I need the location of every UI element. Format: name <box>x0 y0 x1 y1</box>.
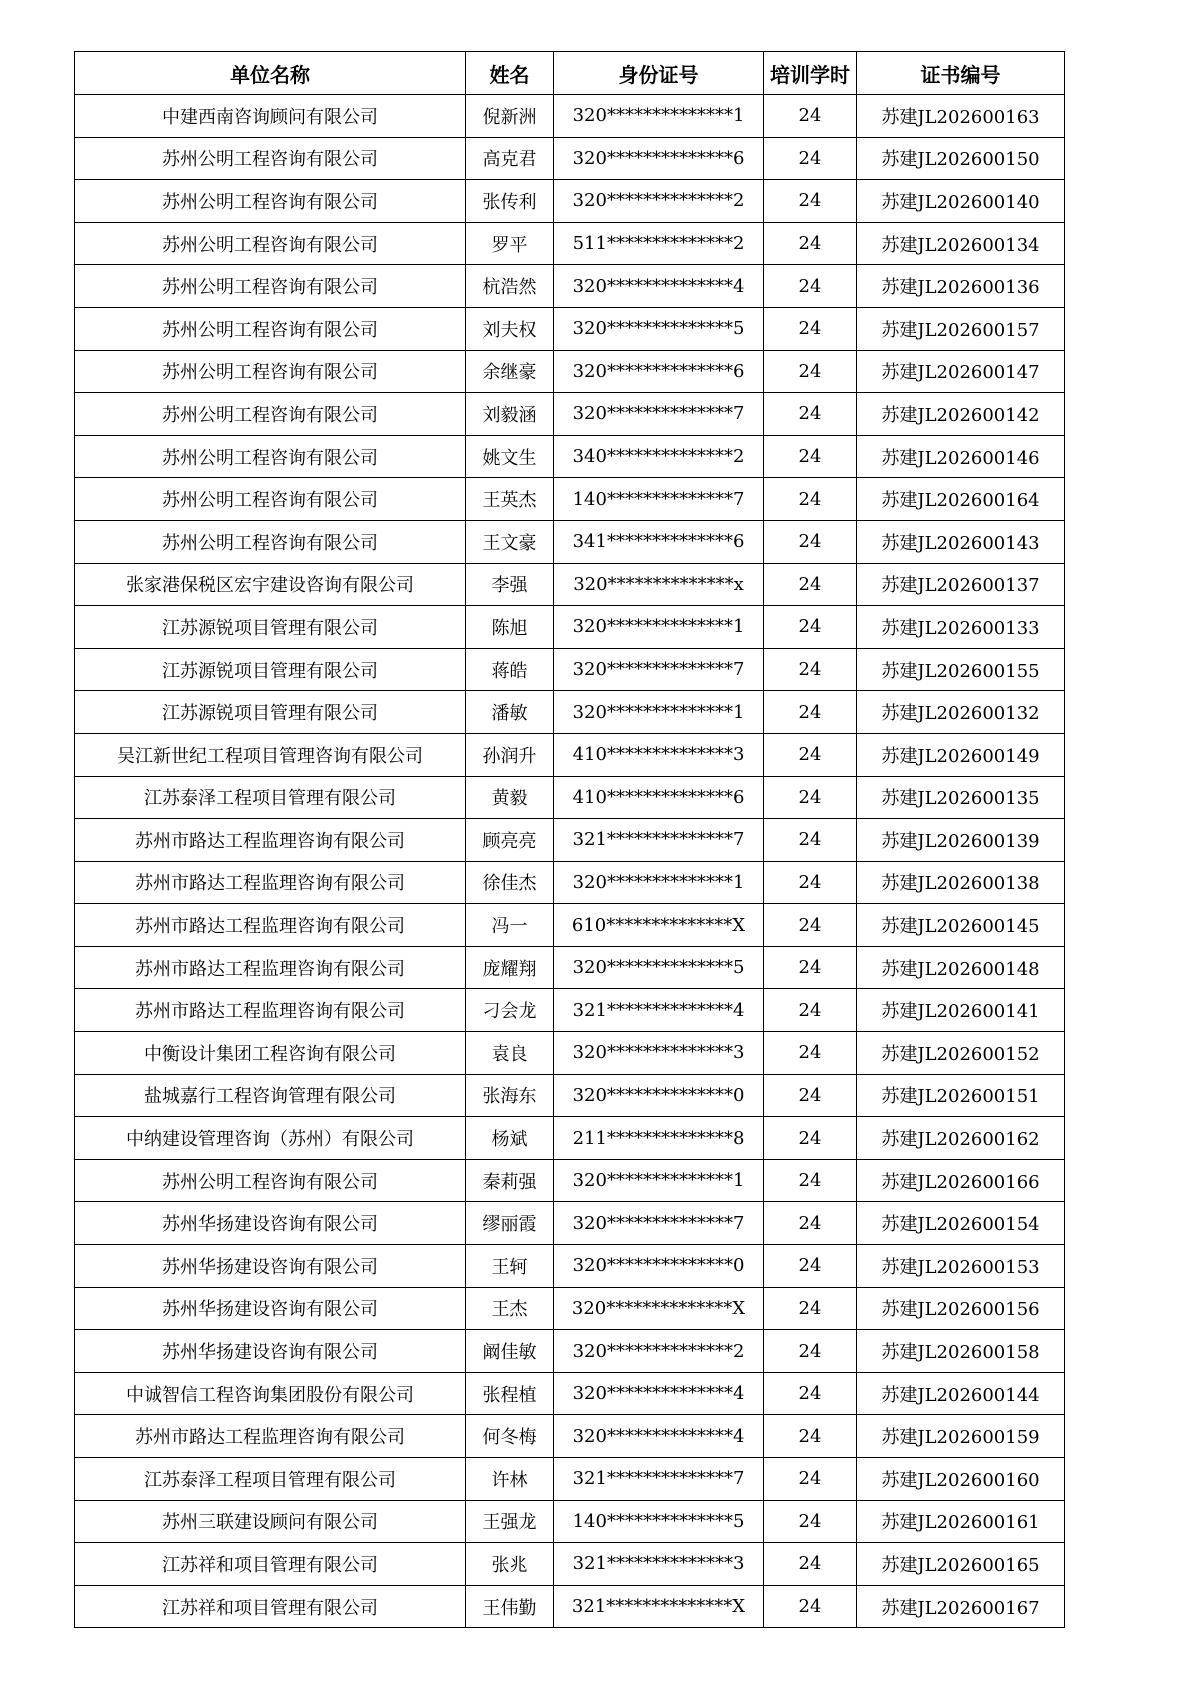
header-hours: 培训学时 <box>764 52 857 95</box>
id-number-cell: 320**************4 <box>554 265 764 308</box>
certificate-number-cell: 苏建JL202600137 <box>857 563 1065 606</box>
hours-cell: 24 <box>764 1330 857 1373</box>
name-cell: 许林 <box>466 1458 554 1501</box>
unit-cell: 苏州市路达工程监理咨询有限公司 <box>75 904 466 947</box>
table-row <box>75 1032 1065 1075</box>
name-cell: 袁良 <box>466 1032 554 1075</box>
hours-cell: 24 <box>764 691 857 734</box>
certificate-number-cell: 苏建JL202600143 <box>857 520 1065 563</box>
id-number-cell: 410**************6 <box>554 776 764 819</box>
hours-cell: 24 <box>764 478 857 521</box>
name-cell: 孙润升 <box>466 733 554 776</box>
table-row <box>75 1500 1065 1543</box>
unit-cell: 吴江新世纪工程项目管理咨询有限公司 <box>75 733 466 776</box>
table-row <box>75 1202 1065 1245</box>
unit-cell: 苏州市路达工程监理咨询有限公司 <box>75 861 466 904</box>
id-number-cell: 340**************2 <box>554 435 764 478</box>
id-number-cell: 321**************3 <box>554 1543 764 1586</box>
name-cell: 王轲 <box>466 1245 554 1288</box>
unit-cell: 苏州公明工程咨询有限公司 <box>75 520 466 563</box>
name-cell: 张兆 <box>466 1543 554 1586</box>
header-cert: 证书编号 <box>857 52 1065 95</box>
id-number-cell: 321**************7 <box>554 819 764 862</box>
hours-cell: 24 <box>764 1202 857 1245</box>
table-row <box>75 307 1065 350</box>
id-number-cell: 320**************1 <box>554 861 764 904</box>
id-number-cell: 320**************X <box>554 1287 764 1330</box>
unit-cell: 中建西南咨询顾问有限公司 <box>75 95 466 138</box>
unit-cell: 苏州华扬建设咨询有限公司 <box>75 1330 466 1373</box>
id-number-cell: 140**************7 <box>554 478 764 521</box>
unit-cell: 苏州华扬建设咨询有限公司 <box>75 1287 466 1330</box>
certificate-number-cell: 苏建JL202600146 <box>857 435 1065 478</box>
certificate-number-cell: 苏建JL202600155 <box>857 648 1065 691</box>
table-row <box>75 946 1065 989</box>
table-row <box>75 1117 1065 1160</box>
unit-cell: 江苏祥和项目管理有限公司 <box>75 1543 466 1586</box>
id-number-cell: 511**************2 <box>554 222 764 265</box>
id-number-cell: 320**************2 <box>554 180 764 223</box>
id-number-cell: 410**************3 <box>554 733 764 776</box>
unit-cell: 中衡设计集团工程咨询有限公司 <box>75 1032 466 1075</box>
id-number-cell: 320**************5 <box>554 946 764 989</box>
unit-cell: 江苏源锐项目管理有限公司 <box>75 691 466 734</box>
name-cell: 杨斌 <box>466 1117 554 1160</box>
table-row <box>75 1287 1065 1330</box>
id-number-cell: 211**************8 <box>554 1117 764 1160</box>
table-row <box>75 563 1065 606</box>
hours-cell: 24 <box>764 946 857 989</box>
header-name: 姓名 <box>466 52 554 95</box>
certificate-number-cell: 苏建JL202600140 <box>857 180 1065 223</box>
id-number-cell: 320**************3 <box>554 1032 764 1075</box>
table-row <box>75 520 1065 563</box>
table-row <box>75 691 1065 734</box>
table-row <box>75 265 1065 308</box>
unit-cell: 中纳建设管理咨询（苏州）有限公司 <box>75 1117 466 1160</box>
unit-cell: 江苏祥和项目管理有限公司 <box>75 1585 466 1628</box>
hours-cell: 24 <box>764 861 857 904</box>
certificate-number-cell: 苏建JL202600144 <box>857 1372 1065 1415</box>
id-number-cell: 341**************6 <box>554 520 764 563</box>
table-row <box>75 435 1065 478</box>
table-row <box>75 95 1065 138</box>
unit-cell: 苏州公明工程咨询有限公司 <box>75 1159 466 1202</box>
hours-cell: 24 <box>764 137 857 180</box>
name-cell: 倪新洲 <box>466 95 554 138</box>
name-cell: 王强龙 <box>466 1500 554 1543</box>
certificate-number-cell: 苏建JL202600162 <box>857 1117 1065 1160</box>
certificate-number-cell: 苏建JL202600136 <box>857 265 1065 308</box>
hours-cell: 24 <box>764 1372 857 1415</box>
name-cell: 黄毅 <box>466 776 554 819</box>
name-cell: 余继豪 <box>466 350 554 393</box>
table-row <box>75 1245 1065 1288</box>
id-number-cell: 320**************1 <box>554 606 764 649</box>
certificate-number-cell: 苏建JL202600164 <box>857 478 1065 521</box>
unit-cell: 盐城嘉行工程咨询管理有限公司 <box>75 1074 466 1117</box>
name-cell: 冯一 <box>466 904 554 947</box>
hours-cell: 24 <box>764 563 857 606</box>
unit-cell: 苏州公明工程咨询有限公司 <box>75 350 466 393</box>
name-cell: 杭浩然 <box>466 265 554 308</box>
id-number-cell: 321**************4 <box>554 989 764 1032</box>
hours-cell: 24 <box>764 307 857 350</box>
hours-cell: 24 <box>764 989 857 1032</box>
table-row <box>75 1415 1065 1458</box>
unit-cell: 苏州华扬建设咨询有限公司 <box>75 1245 466 1288</box>
unit-cell: 江苏源锐项目管理有限公司 <box>75 648 466 691</box>
table-header-row <box>75 52 1065 95</box>
unit-cell: 苏州市路达工程监理咨询有限公司 <box>75 1415 466 1458</box>
unit-cell: 苏州公明工程咨询有限公司 <box>75 137 466 180</box>
unit-cell: 苏州公明工程咨询有限公司 <box>75 393 466 436</box>
table-row <box>75 861 1065 904</box>
name-cell: 阚佳敏 <box>466 1330 554 1373</box>
name-cell: 张海东 <box>466 1074 554 1117</box>
id-number-cell: 320**************0 <box>554 1074 764 1117</box>
id-number-cell: 320**************6 <box>554 137 764 180</box>
certificate-number-cell: 苏建JL202600159 <box>857 1415 1065 1458</box>
hours-cell: 24 <box>764 819 857 862</box>
hours-cell: 24 <box>764 393 857 436</box>
name-cell: 蒋皓 <box>466 648 554 691</box>
hours-cell: 24 <box>764 606 857 649</box>
table-row <box>75 733 1065 776</box>
table-row <box>75 1074 1065 1117</box>
name-cell: 缪丽霞 <box>466 1202 554 1245</box>
certificate-number-cell: 苏建JL202600153 <box>857 1245 1065 1288</box>
hours-cell: 24 <box>764 222 857 265</box>
id-number-cell: 320**************5 <box>554 307 764 350</box>
certificate-number-cell: 苏建JL202600147 <box>857 350 1065 393</box>
unit-cell: 苏州公明工程咨询有限公司 <box>75 478 466 521</box>
name-cell: 顾亮亮 <box>466 819 554 862</box>
table-row <box>75 648 1065 691</box>
hours-cell: 24 <box>764 1500 857 1543</box>
id-number-cell: 140**************5 <box>554 1500 764 1543</box>
hours-cell: 24 <box>764 265 857 308</box>
certificate-number-cell: 苏建JL202600166 <box>857 1159 1065 1202</box>
name-cell: 罗平 <box>466 222 554 265</box>
name-cell: 潘敏 <box>466 691 554 734</box>
hours-cell: 24 <box>764 1415 857 1458</box>
hours-cell: 24 <box>764 904 857 947</box>
certificate-number-cell: 苏建JL202600141 <box>857 989 1065 1032</box>
certificate-number-cell: 苏建JL202600154 <box>857 1202 1065 1245</box>
unit-cell: 苏州公明工程咨询有限公司 <box>75 435 466 478</box>
certificate-number-cell: 苏建JL202600152 <box>857 1032 1065 1075</box>
table-row <box>75 1543 1065 1586</box>
id-number-cell: 320**************6 <box>554 350 764 393</box>
name-cell: 高克君 <box>466 137 554 180</box>
id-number-cell: 320**************4 <box>554 1372 764 1415</box>
hours-cell: 24 <box>764 1074 857 1117</box>
unit-cell: 苏州公明工程咨询有限公司 <box>75 265 466 308</box>
hours-cell: 24 <box>764 648 857 691</box>
hours-cell: 24 <box>764 350 857 393</box>
certificate-number-cell: 苏建JL202600163 <box>857 95 1065 138</box>
name-cell: 陈旭 <box>466 606 554 649</box>
unit-cell: 苏州市路达工程监理咨询有限公司 <box>75 819 466 862</box>
table-row <box>75 1330 1065 1373</box>
hours-cell: 24 <box>764 1032 857 1075</box>
certificate-number-cell: 苏建JL202600167 <box>857 1585 1065 1628</box>
hours-cell: 24 <box>764 1117 857 1160</box>
table-row <box>75 776 1065 819</box>
name-cell: 王文豪 <box>466 520 554 563</box>
hours-cell: 24 <box>764 1245 857 1288</box>
name-cell: 刘夫权 <box>466 307 554 350</box>
table-row <box>75 1372 1065 1415</box>
name-cell: 庞耀翔 <box>466 946 554 989</box>
id-number-cell: 320**************7 <box>554 393 764 436</box>
table-row <box>75 1159 1065 1202</box>
hours-cell: 24 <box>764 1585 857 1628</box>
hours-cell: 24 <box>764 95 857 138</box>
certificate-number-cell: 苏建JL202600139 <box>857 819 1065 862</box>
name-cell: 刁会龙 <box>466 989 554 1032</box>
certificate-number-cell: 苏建JL202600132 <box>857 691 1065 734</box>
certificate-number-cell: 苏建JL202600151 <box>857 1074 1065 1117</box>
certificate-number-cell: 苏建JL202600145 <box>857 904 1065 947</box>
certificate-number-cell: 苏建JL202600138 <box>857 861 1065 904</box>
unit-cell: 苏州公明工程咨询有限公司 <box>75 180 466 223</box>
unit-cell: 苏州市路达工程监理咨询有限公司 <box>75 946 466 989</box>
unit-cell: 张家港保税区宏宇建设咨询有限公司 <box>75 563 466 606</box>
name-cell: 刘毅涵 <box>466 393 554 436</box>
name-cell: 徐佳杰 <box>466 861 554 904</box>
certificate-number-cell: 苏建JL202600160 <box>857 1458 1065 1501</box>
id-number-cell: 320**************4 <box>554 1415 764 1458</box>
header-id: 身份证号 <box>554 52 764 95</box>
hours-cell: 24 <box>764 1543 857 1586</box>
header-unit: 单位名称 <box>75 52 466 95</box>
certificate-number-cell: 苏建JL202600165 <box>857 1543 1065 1586</box>
hours-cell: 24 <box>764 1287 857 1330</box>
name-cell: 王英杰 <box>466 478 554 521</box>
id-number-cell: 610**************X <box>554 904 764 947</box>
name-cell: 何冬梅 <box>466 1415 554 1458</box>
certificate-number-cell: 苏建JL202600135 <box>857 776 1065 819</box>
certificate-number-cell: 苏建JL202600149 <box>857 733 1065 776</box>
id-number-cell: 320**************1 <box>554 691 764 734</box>
certificate-table <box>74 51 1065 1628</box>
id-number-cell: 320**************1 <box>554 95 764 138</box>
certificate-number-cell: 苏建JL202600158 <box>857 1330 1065 1373</box>
hours-cell: 24 <box>764 1458 857 1501</box>
id-number-cell: 321**************7 <box>554 1458 764 1501</box>
name-cell: 王杰 <box>466 1287 554 1330</box>
unit-cell: 中诚智信工程咨询集团股份有限公司 <box>75 1372 466 1415</box>
unit-cell: 苏州三联建设顾问有限公司 <box>75 1500 466 1543</box>
table-row <box>75 222 1065 265</box>
hours-cell: 24 <box>764 180 857 223</box>
certificate-number-cell: 苏建JL202600157 <box>857 307 1065 350</box>
id-number-cell: 320**************x <box>554 563 764 606</box>
certificate-number-cell: 苏建JL202600142 <box>857 393 1065 436</box>
certificate-number-cell: 苏建JL202600150 <box>857 137 1065 180</box>
id-number-cell: 320**************2 <box>554 1330 764 1373</box>
unit-cell: 江苏泰泽工程项目管理有限公司 <box>75 776 466 819</box>
hours-cell: 24 <box>764 435 857 478</box>
unit-cell: 苏州公明工程咨询有限公司 <box>75 307 466 350</box>
hours-cell: 24 <box>764 520 857 563</box>
hours-cell: 24 <box>764 776 857 819</box>
unit-cell: 江苏源锐项目管理有限公司 <box>75 606 466 649</box>
table-row <box>75 989 1065 1032</box>
name-cell: 姚文生 <box>466 435 554 478</box>
hours-cell: 24 <box>764 733 857 776</box>
id-number-cell: 320**************7 <box>554 1202 764 1245</box>
certificate-number-cell: 苏建JL202600156 <box>857 1287 1065 1330</box>
table-row <box>75 904 1065 947</box>
table-body <box>75 95 1065 1628</box>
table-row <box>75 606 1065 649</box>
table-row <box>75 819 1065 862</box>
hours-cell: 24 <box>764 1159 857 1202</box>
unit-cell: 苏州公明工程咨询有限公司 <box>75 222 466 265</box>
certificate-number-cell: 苏建JL202600133 <box>857 606 1065 649</box>
table-row <box>75 137 1065 180</box>
certificate-number-cell: 苏建JL202600161 <box>857 1500 1065 1543</box>
id-number-cell: 320**************0 <box>554 1245 764 1288</box>
name-cell: 李强 <box>466 563 554 606</box>
table-row <box>75 393 1065 436</box>
certificate-number-cell: 苏建JL202600134 <box>857 222 1065 265</box>
name-cell: 王伟勤 <box>466 1585 554 1628</box>
table-row <box>75 1458 1065 1501</box>
table-row <box>75 350 1065 393</box>
unit-cell: 苏州市路达工程监理咨询有限公司 <box>75 989 466 1032</box>
id-number-cell: 320**************1 <box>554 1159 764 1202</box>
name-cell: 张程植 <box>466 1372 554 1415</box>
name-cell: 张传利 <box>466 180 554 223</box>
name-cell: 秦莉强 <box>466 1159 554 1202</box>
id-number-cell: 321**************X <box>554 1585 764 1628</box>
table-row <box>75 478 1065 521</box>
unit-cell: 江苏泰泽工程项目管理有限公司 <box>75 1458 466 1501</box>
id-number-cell: 320**************7 <box>554 648 764 691</box>
certificate-number-cell: 苏建JL202600148 <box>857 946 1065 989</box>
unit-cell: 苏州华扬建设咨询有限公司 <box>75 1202 466 1245</box>
table-row <box>75 1585 1065 1628</box>
table-row <box>75 180 1065 223</box>
